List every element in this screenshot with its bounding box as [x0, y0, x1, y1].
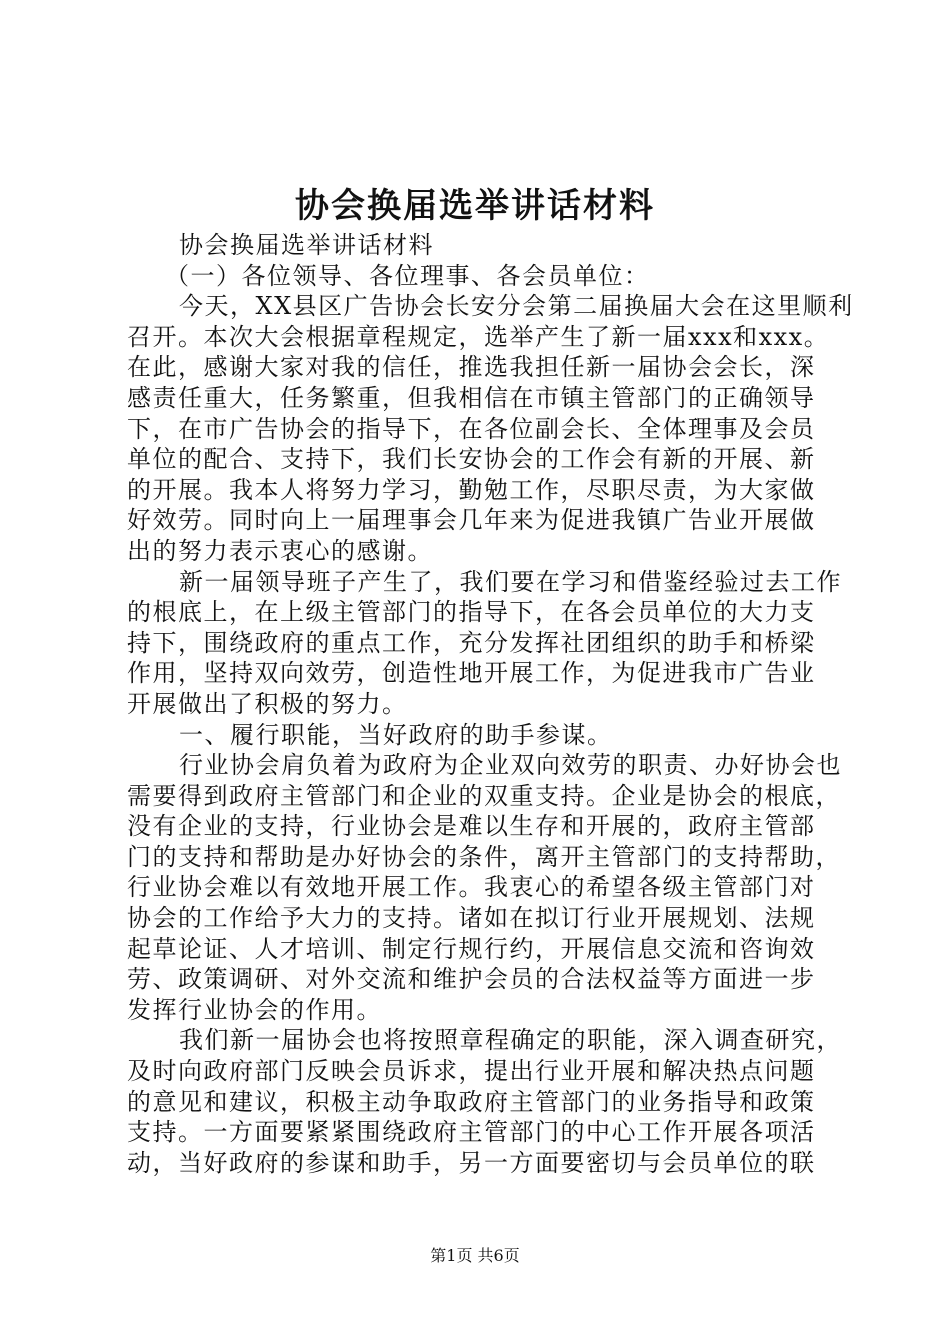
- document-title: 协会换届选举讲话材料: [295, 186, 655, 226]
- text-line: 行业协会肩负着为政府为企业双向效劳的职责、办好协会也: [179, 751, 842, 780]
- text-line: 今天，XX县区广告协会长安分会第二届换届大会在这里顺利: [179, 292, 854, 321]
- text-line: 需要得到政府主管部门和企业的双重支持。企业是协会的根底，: [127, 781, 841, 810]
- text-line: 门的支持和帮助是办好协会的条件，离开主管部门的支持帮助，: [127, 842, 841, 871]
- text-line: 下，在市广告协会的指导下，在各位副会长、全体理事及会员: [127, 414, 816, 443]
- text-line: 在此，感谢大家对我的信任，推选我担任新一届协会会长，深: [127, 353, 816, 382]
- page-footer: 第1页 共6页: [430, 1246, 520, 1265]
- text-line: 一、履行职能，当好政府的助手参谋。: [179, 720, 613, 749]
- text-line: 支持。一方面要紧紧围绕政府主管部门的中心工作开展各项活: [127, 1118, 816, 1147]
- text-line: 发挥行业协会的作用。: [127, 995, 382, 1024]
- text-line: 新一届领导班子产生了，我们要在学习和借鉴经验过去工作: [179, 567, 842, 596]
- text-line: 感责任重大，任务繁重，但我相信在市镇主管部门的正确领导: [127, 383, 816, 412]
- text-line: 协会的工作给予大力的支持。诸如在拟订行业开展规划、法规: [127, 904, 816, 933]
- text-line: 好效劳。同时向上一届理事会几年来为促进我镇广告业开展做: [127, 506, 816, 535]
- text-line: 作用，坚持双向效劳，创造性地开展工作，为促进我市广告业: [127, 659, 816, 688]
- text-line: 行业协会难以有效地开展工作。我衷心的希望各级主管部门对: [127, 873, 816, 902]
- text-line: 我们新一届协会也将按照章程确定的职能，深入调查研究，: [179, 1026, 842, 1055]
- text-line: 及时向政府部门反映会员诉求，提出行业开展和解决热点问题: [127, 1057, 816, 1086]
- text-line: 动，当好政府的参谋和助手，另一方面要密切与会员单位的联: [127, 1148, 816, 1177]
- text-line: 召开。本次大会根据章程规定，选举产生了新一届xxx和xxx。: [127, 322, 830, 351]
- text-line: （一）各位领导、各位理事、各会员单位：: [165, 261, 650, 290]
- document-body: [127, 230, 854, 1178]
- text-line: 的意见和建议，积极主动争取政府主管部门的业务指导和政策: [127, 1087, 816, 1116]
- text-line: 出的努力表示衷心的感谢。: [127, 536, 433, 565]
- text-line: 协会换届选举讲话材料: [179, 231, 434, 259]
- text-line: 起草论证、人才培训、制定行规行约，开展信息交流和咨询效: [127, 934, 816, 963]
- text-line: 劳、政策调研、对外交流和维护会员的合法权益等方面进一步: [127, 965, 816, 994]
- text-line: 的根底上，在上级主管部门的指导下，在各会员单位的大力支: [127, 598, 816, 627]
- text-line: 的开展。我本人将努力学习，勤勉工作，尽职尽责，为大家做: [127, 475, 816, 504]
- text-line: 开展做出了积极的努力。: [127, 689, 408, 718]
- text-line: 没有企业的支持，行业协会是难以生存和开展的，政府主管部: [127, 812, 816, 841]
- text-line: 持下，围绕政府的重点工作，充分发挥社团组织的助手和桥梁: [127, 628, 816, 657]
- text-line: 单位的配合、支持下，我们长安协会的工作会有新的开展、新: [127, 445, 816, 474]
